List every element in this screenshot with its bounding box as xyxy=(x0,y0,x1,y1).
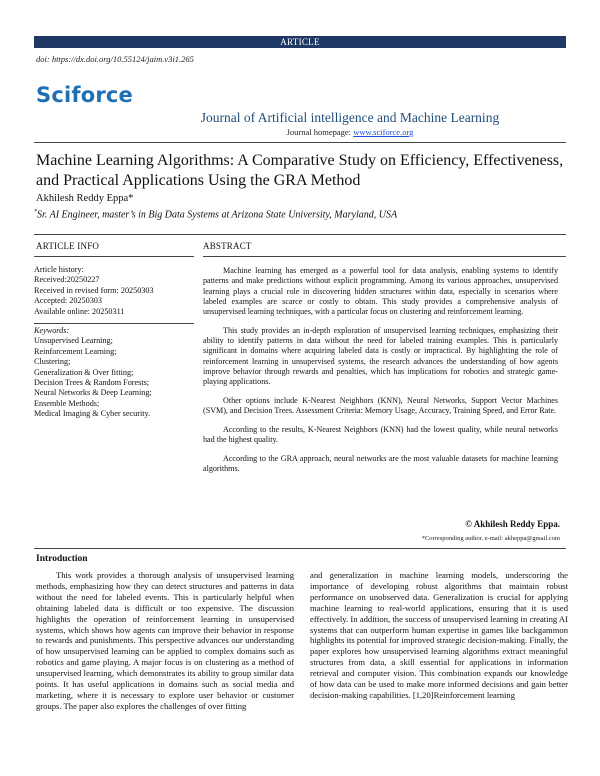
journal-name: Journal of Artificial intelligence and Machine Learning xyxy=(200,110,500,125)
history-line: Received:20250227 xyxy=(34,275,100,285)
intro-paragraph: and generalization in machine learning models, underscoring the importance of developing robust algorithms that maintain robust performance on unobserved data. Generalization is crucial for applying machine learning to real-world applications, ensuring that it is used effectively. In addition, the success of unsupervised learning in creating AI systems that can outperform human expertise in games like backgammon highlights its potential for improved strategic decision-making. Finally, the paper explores how unsupervised learning algorithms extract meaningful structures from data, a skill essential for applications in information retrieval and computer vision. This combination expands our knowledge of how data can be used to make more informed decisions and gain better decision-making capabilities. [1,20]Reinforcement learning xyxy=(310,570,568,700)
abstract-paragraph: According to the results, K-Nearest Neighbors (KNN) had the lowest quality, while neural networks had the highest quality. xyxy=(203,425,558,445)
article-history xyxy=(34,265,194,317)
keyword: Clustering; xyxy=(34,357,71,367)
article-info-heading: ARTICLE INFO xyxy=(36,241,100,251)
homepage-link[interactable]: www.sciforce.org xyxy=(353,127,414,137)
intro-paragraph: This work provides a thorough analysis of unsupervised learning methods, emphasizing how they can detect structures and patterns in data without the need for labeled events. This is particularly helpful when obtaining labeled data is difficult or too expensive. The discussion highlights the operation of reinforcement learning in unsupervised systems, which shows how agents can improve their behavior in response to rewards and punishments. This perspective advances our understanding of how unsupervised learning can be applied to complex domains such as robotics and game playing. A major focus is on clustering as a method of unsupervised learning, which demonstrates its ability to group similar data points. It has useful applications in domains such as social media and marketing, where it is necessary to explore user behavior or customer groups. The paper also explores the challenges of over fitting xyxy=(36,570,294,711)
abstract-body xyxy=(203,266,558,483)
corresponding-author: *Corresponding author. e-mail: akheppa@gmail.com xyxy=(421,535,560,542)
homepage-prefix: Journal homepage: xyxy=(286,127,354,137)
history-line: Accepted: 20250303 xyxy=(34,296,102,306)
author-affiliation xyxy=(34,209,397,220)
abstract-paragraph: Machine learning has emerged as a powerful tool for data analysis, enabling systems to identify patterns and make predictions without explicit programming. Among its various approaches, unsupervised learning plays a crucial role in discovering hidden structures within data, especially in scenarios where labeled examples are scarce or costly to obtain. This study provides a comprehensive analysis of unsupervised learning techniques, with a particular focus on clustering and reinforcement learning. xyxy=(203,266,558,317)
history-line: Received in revised form: 20250303 xyxy=(34,285,154,295)
keyword: Medical Imaging & Cyber security. xyxy=(34,409,151,419)
history-line: Available online: 20250311 xyxy=(34,306,125,316)
affiliation-mark: * xyxy=(34,209,37,215)
introduction-heading: Introduction xyxy=(36,554,88,564)
header-divider xyxy=(34,142,566,143)
doi-link[interactable]: doi: https://dx.doi.org/10.55124/jaim.v3i1.265 xyxy=(36,54,194,64)
keyword: Reinforcement Learning; xyxy=(34,346,117,356)
paper-title: Machine Learning Algorithms: A Comparative Study on Efficiency, Effectiveness, and Practical Applications Using the GRA Method xyxy=(36,152,564,189)
history-rule xyxy=(34,323,194,324)
publisher-logo: Sciforce xyxy=(36,83,133,107)
abstract-heading: ABSTRACT xyxy=(203,241,252,251)
copyright-signature: © Akhilesh Reddy Eppa. xyxy=(465,519,560,529)
author-name: Akhilesh Reddy Eppa* xyxy=(36,193,134,204)
info-heading-rule xyxy=(34,256,194,257)
affiliation-text: Sr. AI Engineer, master’s in Big Data Systems at Arizona State University, Maryland, USA xyxy=(37,209,398,221)
title-divider xyxy=(34,234,566,235)
abstract-paragraph: Other options include K-Nearest Neighbors (KNN), Neural Networks, Support Vector Machines (SVM), and Decision Trees. Assessment Criteria: Memory Usage, Accuracy, Training Speed, and Error Rate. xyxy=(203,396,558,416)
intro-left-column xyxy=(36,570,294,712)
journal-homepage xyxy=(150,127,550,137)
abstract-paragraph: According to the GRA approach, neural networks are the most valuable datasets for machine learning algorithms. xyxy=(203,454,558,474)
keyword: Neural Networks & Deep Learning; xyxy=(34,388,152,398)
abstract-heading-rule xyxy=(203,256,566,257)
keyword: Ensemble Methods; xyxy=(34,398,100,408)
keywords-list xyxy=(34,326,194,420)
abstract-paragraph: This study provides an in-depth exploration of unsupervised learning techniques, emphasizing their ability to identify patterns in data without the need for labeled training examples. This is particularly significant in domains where acquiring labeled data is costly or impractical. By highlighting the role of reinforcement learning in unsupervised systems, the research advances the understanding of how agents improve behavior through rewards and penalties, which has implications for robotics and strategic game-playing applications. xyxy=(203,325,558,387)
history-line: Article history: xyxy=(34,265,84,274)
keywords-label: Keywords: xyxy=(34,326,70,335)
keyword: Generalization & Over fitting; xyxy=(34,367,134,377)
keyword: Decision Trees & Random Forests; xyxy=(34,378,150,388)
article-type-bar: ARTICLE xyxy=(34,36,566,48)
abstract-divider xyxy=(34,548,566,549)
keyword: Unsupervised Learning; xyxy=(34,336,113,346)
intro-right-column xyxy=(310,570,568,701)
